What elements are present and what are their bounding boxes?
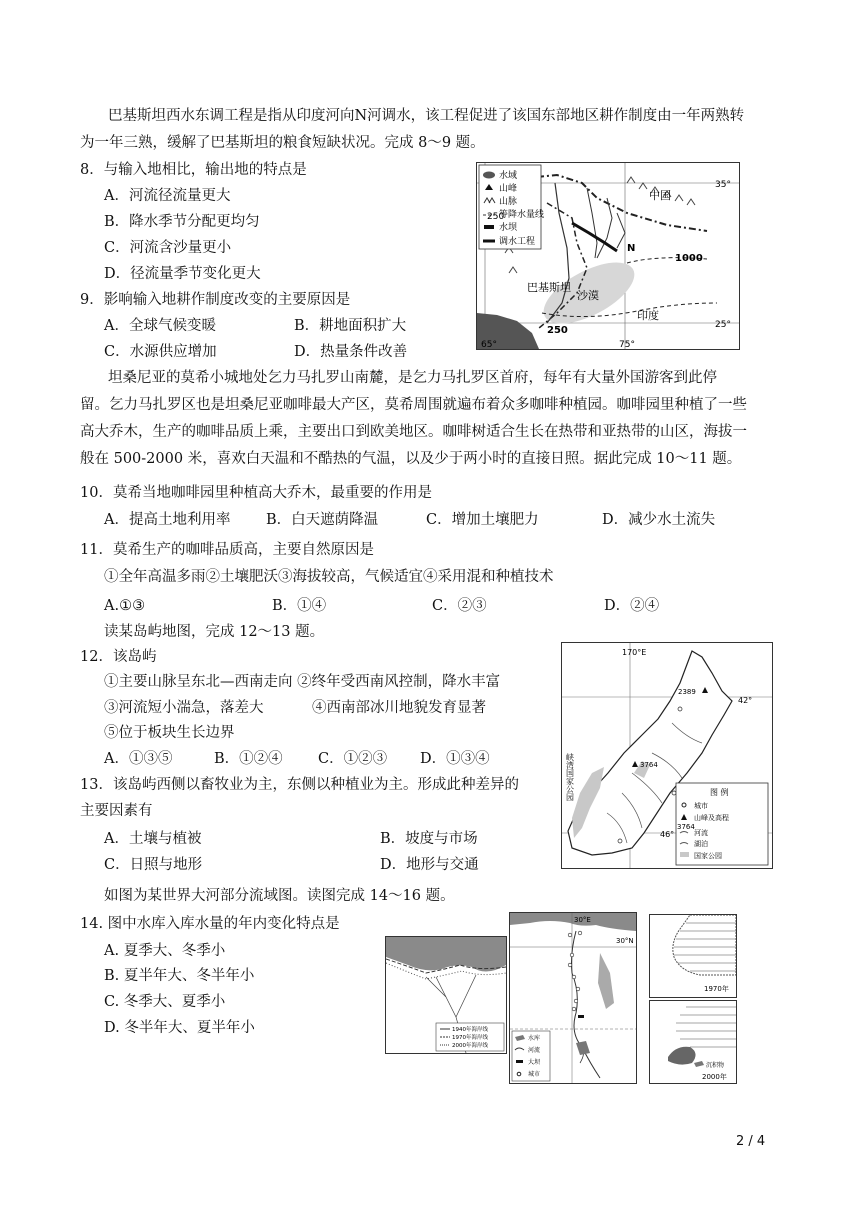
pakistan-map	[476, 162, 740, 350]
island-map	[561, 642, 773, 869]
option-d: D．径流量季节变化更大	[104, 266, 261, 282]
question-options: ①全年高温多雨②土壤肥沃③海拔较高，气候适宜④采用混和种植技术	[104, 569, 554, 585]
question-stem: 13．该岛屿西侧以畜牧业为主，东侧以种植业为主。形成此种差异的	[80, 777, 519, 793]
delta-coastline-panel	[385, 936, 507, 1054]
svg-text:图 例: 图 例	[710, 788, 729, 797]
svg-text:1940年海岸线: 1940年海岸线	[452, 1027, 488, 1033]
svg-text:城市: 城市	[694, 802, 708, 810]
svg-text:N: N	[627, 243, 636, 254]
svg-text:65°: 65°	[481, 340, 497, 349]
option-d: D．热量条件改善	[294, 344, 408, 360]
option-a: A．河流径流量更大	[104, 188, 231, 204]
svg-text:国家公园: 国家公园	[694, 852, 722, 860]
svg-text:2389: 2389	[678, 688, 696, 696]
question-stem: 12．该岛屿	[80, 649, 157, 665]
question-stem: 14. 图中水库入库水量的年内变化特点是	[80, 916, 340, 932]
passage-line: 为一年三熟，缓解了巴基斯坦的粮食短缺状况。完成 8～9 题。	[80, 135, 485, 151]
option-c: C．河流含沙量更小	[104, 240, 232, 256]
svg-text:山峰: 山峰	[499, 184, 518, 194]
svg-text:35°: 35°	[715, 180, 731, 190]
question-options: ③河流短小湍急，落差大	[104, 700, 264, 716]
svg-text:30°E: 30°E	[574, 916, 591, 924]
option-b: B．坡度与市场	[380, 831, 478, 847]
option-c: C．增加土壤肥力	[426, 512, 539, 528]
svg-text:沙漠: 沙漠	[577, 289, 599, 302]
svg-text:2000年海岸线: 2000年海岸线	[452, 1043, 488, 1049]
svg-text:山脉: 山脉	[499, 197, 518, 207]
option-b: B．降水季节分配更均匀	[104, 214, 260, 230]
svg-text:46°: 46°	[660, 830, 675, 839]
option-b: B．白天遮荫降温	[266, 512, 379, 528]
river-course-panel	[509, 912, 637, 1084]
option-a: A. 夏季大、冬季小	[104, 943, 226, 959]
option-b: B．耕地面积扩大	[294, 318, 407, 334]
passage-line: 高大乔木，生产的咖啡品质上乘，主要出口到欧美地区。咖啡树适合生长在热带和亚热带的山区，海拔一	[80, 424, 747, 440]
passage-line: 巴基斯坦西水东调工程是指从印度河向N河调水，该工程促进了该国东部地区耕作制度由一年两熟转	[108, 108, 745, 124]
svg-text:25°: 25°	[715, 320, 731, 330]
svg-text:170°E: 170°E	[622, 648, 647, 657]
option-d: D．②④	[604, 598, 660, 614]
svg-text:巴基斯坦: 巴基斯坦	[527, 281, 571, 294]
park-label: 峡湾国家公园	[565, 753, 575, 801]
option-d: D．减少水土流失	[602, 512, 716, 528]
question-stem: 11．莫希生产的咖啡品质高，主要自然原因是	[80, 542, 374, 558]
passage-line: 坦桑尼亚的莫希小城地处乞力马扎罗山南麓，是乞力马扎罗区首府，每年有大量外国游客到此停	[108, 370, 717, 386]
option-d: D．地形与交通	[380, 857, 479, 873]
option-a: A．土壤与植被	[104, 831, 202, 847]
svg-text:山峰及高程: 山峰及高程	[694, 814, 729, 822]
svg-text:1000: 1000	[675, 253, 703, 264]
passage-line: 留。乞力马扎罗区也是坦桑尼亚咖啡最大产区，莫希周围就遍布着众多咖啡种植园。咖啡园里种植了一些	[80, 397, 747, 413]
svg-text:等降水量线: 等降水量线	[499, 210, 545, 220]
question-options: ⑤位于板块生长边界	[104, 725, 235, 741]
svg-text:调水工程: 调水工程	[499, 237, 536, 247]
option-d: D. 冬半年大、夏半年小	[104, 1020, 255, 1036]
question-stem: 9．影响输入地耕作制度改变的主要原因是	[80, 292, 351, 308]
svg-text:水坝: 水坝	[499, 223, 518, 233]
option-a: A．提高土地利用率	[104, 512, 231, 528]
svg-text:3764: 3764	[677, 823, 695, 831]
svg-text:水域: 水域	[499, 171, 518, 181]
passage-line: 般在 500-2000 米，喜欢白天温和不酷热的气温，以及少于两小时的直接日照。据此完成 10～11 题。	[80, 451, 742, 467]
option-c: C. 冬季大、夏季小	[104, 994, 226, 1010]
svg-text:3764: 3764	[640, 761, 658, 769]
question-stem: 8．与输入地相比，输出地的特点是	[80, 162, 307, 178]
question-stem: 主要因素有	[80, 803, 153, 819]
page-number: 2 / 4	[736, 1134, 766, 1149]
svg-text:沉积物: 沉积物	[706, 1062, 725, 1069]
river-basin-figure	[385, 912, 745, 1084]
option-a: A．全球气候变暖	[104, 318, 216, 334]
option-b: B．①②④	[214, 751, 283, 767]
svg-text:250: 250	[487, 212, 505, 222]
svg-text:2000年: 2000年	[702, 1073, 727, 1081]
passage-line: 读某岛屿地图，完成 12～13 题。	[104, 624, 325, 640]
coast-2000-panel	[649, 1000, 737, 1084]
svg-text:水库: 水库	[528, 1035, 541, 1042]
svg-text:大坝: 大坝	[528, 1059, 541, 1066]
question-stem: 10．莫希当地咖啡园里种植高大乔木，最重要的作用是	[80, 485, 432, 501]
svg-text:250: 250	[547, 325, 568, 336]
option-c: C．②③	[432, 598, 487, 614]
svg-text:湖泊: 湖泊	[694, 840, 708, 848]
svg-text:1970年: 1970年	[704, 985, 729, 993]
svg-text:42°: 42°	[738, 696, 753, 705]
passage-line: 如图为某世界大河部分流域图。读图完成 14～16 题。	[104, 888, 455, 904]
svg-text:印度: 印度	[637, 309, 659, 322]
svg-text:30°N: 30°N	[616, 937, 634, 945]
option-a: A．①③⑤	[104, 751, 173, 767]
question-options: ①主要山脉呈东北—西南走向 ②终年受西南风控制，降水丰富	[104, 674, 501, 690]
option-c: C．日照与地形	[104, 857, 203, 873]
svg-text:1970年海岸线: 1970年海岸线	[452, 1035, 488, 1041]
svg-text:城市: 城市	[528, 1071, 541, 1078]
option-a: A.①③	[104, 598, 146, 614]
option-b: B. 夏半年大、冬半年小	[104, 968, 255, 984]
svg-text:中国: 中国	[649, 189, 671, 202]
coast-1970-panel	[649, 914, 737, 998]
option-c: C．①②③	[318, 751, 388, 767]
svg-text:河流: 河流	[694, 829, 708, 837]
question-options: ④西南部冰川地貌发育显著	[312, 700, 486, 716]
svg-text:河流: 河流	[528, 1047, 541, 1054]
option-b: B．①④	[272, 598, 327, 614]
option-d: D．①③④	[420, 751, 490, 767]
option-c: C．水源供应增加	[104, 344, 217, 360]
svg-text:75°: 75°	[619, 340, 635, 349]
water-legend-swatch	[483, 172, 495, 179]
